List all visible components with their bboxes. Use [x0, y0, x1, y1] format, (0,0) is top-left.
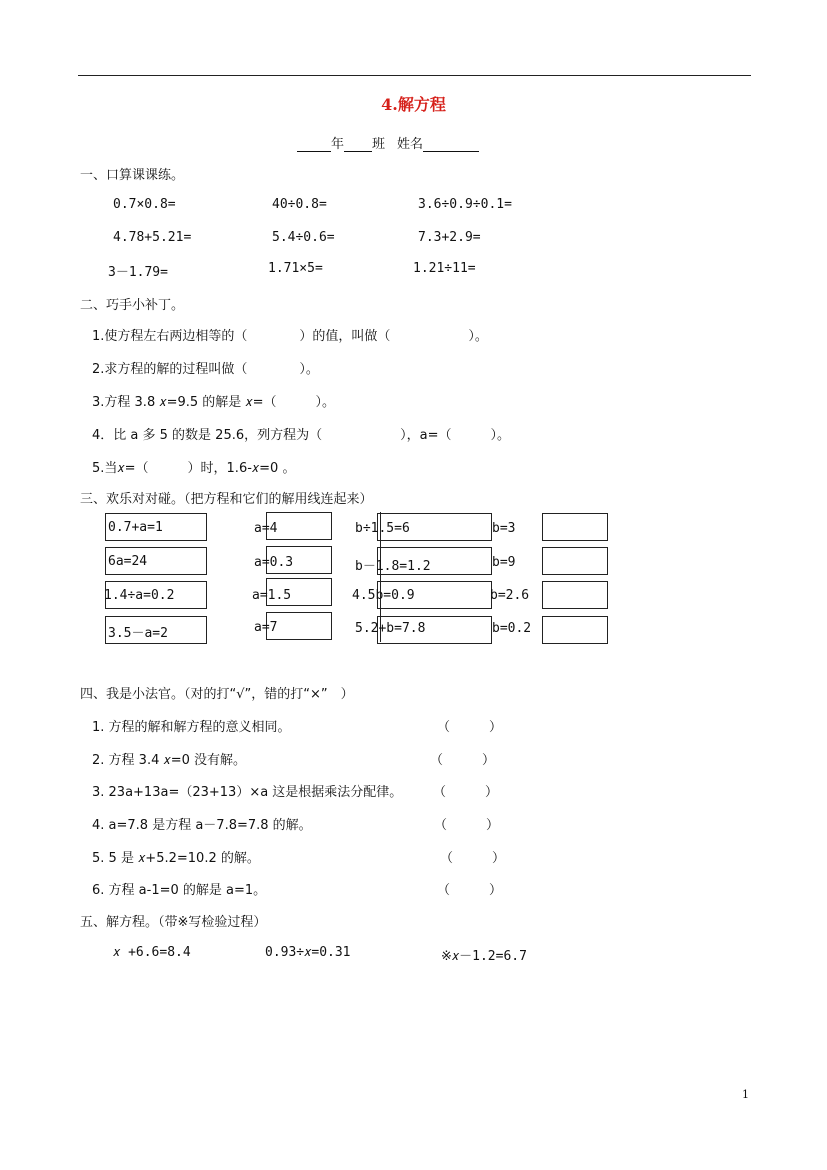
equation-right: b÷1.5=6	[355, 521, 410, 536]
answer-paren[interactable]: （ ）	[440, 851, 506, 866]
info-line	[297, 133, 479, 152]
solution-right: b=0.2	[492, 621, 532, 636]
fill-item: 5.当𝑥=（ ）时，1.6-𝑥=0 。	[92, 461, 296, 476]
name-label: 姓名	[397, 137, 424, 152]
year-blank[interactable]	[297, 139, 331, 152]
fill-item: 1.使方程左右两边相等的（ ）的值，叫做（ ）。	[92, 329, 488, 344]
solution-right: b=3	[492, 521, 516, 536]
oral-item: 5.4÷0.6=	[272, 230, 335, 245]
oral-item: 40÷0.8=	[272, 197, 327, 212]
equation-left: 6a=24	[108, 554, 148, 569]
section-2-heading: 二、巧手小补丁。	[80, 298, 185, 313]
oral-item: 3.6÷0.9÷0.1=	[418, 197, 512, 212]
solution-box	[542, 513, 608, 541]
solution-left: a=1.5	[252, 588, 292, 603]
solution-left: a=0.3	[254, 555, 294, 570]
solution-box	[542, 581, 608, 609]
equation-left: 3.5－a=2	[108, 626, 168, 641]
oral-item: 3－1.79=	[108, 265, 168, 280]
fill-item: 3.方程 3.8 𝑥=9.5 的解是 𝑥=（ ）。	[92, 395, 336, 410]
equation-left: 0.7+a=1	[108, 520, 163, 535]
class-label: 班	[372, 137, 386, 152]
solution-left: a=4	[254, 521, 278, 536]
answer-paren[interactable]: （ ）	[433, 785, 499, 800]
top-rule	[78, 75, 751, 76]
fill-item: 4．比 a 多 5 的数是 25.6，列方程为（ ），a=（ ）。	[92, 428, 510, 443]
solve-item: 0.93÷𝑥=0.31	[265, 945, 351, 960]
fill-item: 2.求方程的解的过程叫做（ ）。	[92, 362, 319, 377]
judge-item: 5. 5 是 𝑥+5.2=10.2 的解。	[92, 851, 260, 866]
judge-item: 2. 方程 3.4 𝑥=0 没有解。	[92, 753, 247, 768]
section-3-heading: 三、欢乐对对碰。（把方程和它们的解用线连起来）	[80, 492, 373, 507]
answer-paren[interactable]: （ ）	[437, 720, 503, 735]
page-title: 4.解方程	[381, 95, 446, 114]
judge-item: 6. 方程 a-1=0 的解是 a=1。	[92, 883, 267, 898]
equation-right: b－1.8=1.2	[355, 559, 431, 574]
section-4-heading: 四、我是小法官。（对的打“√”，错的打“×” ）	[80, 687, 354, 702]
equation-left: 1.4÷a=0.2	[104, 588, 175, 603]
oral-item: 7.3+2.9=	[418, 230, 481, 245]
judge-item: 1. 方程的解和解方程的意义相同。	[92, 720, 291, 735]
judge-item: 3. 23a+13a=（23+13）×a 这是根据乘法分配律。	[92, 785, 403, 800]
class-blank[interactable]	[344, 139, 372, 152]
answer-paren[interactable]: （ ）	[437, 883, 503, 898]
equation-right: 4.5b=0.9	[352, 588, 415, 603]
page-number: 1	[742, 1088, 749, 1101]
section-1-heading: 一、口算课课练。	[80, 168, 185, 183]
solve-item: 𝑥 +6.6=8.4	[113, 945, 191, 960]
solution-box	[542, 547, 608, 575]
equation-right: 5.2+b=7.8	[355, 621, 426, 636]
oral-item: 1.21÷11=	[413, 261, 476, 276]
solution-right: b=9	[492, 555, 516, 570]
solution-left: a=7	[254, 620, 278, 635]
solution-right: b=2.6	[490, 588, 530, 603]
oral-item: 1.71×5=	[268, 261, 323, 276]
solve-item: ※𝑥－1.2=6.7	[441, 949, 527, 964]
section-5-heading: 五、解方程。（带※写检验过程）	[80, 915, 267, 930]
oral-item: 4.78+5.21=	[113, 230, 192, 245]
oral-item: 0.7×0.8=	[113, 197, 176, 212]
answer-paren[interactable]: （ ）	[430, 753, 496, 768]
answer-paren[interactable]: （ ）	[434, 818, 500, 833]
name-blank[interactable]	[423, 139, 479, 152]
judge-item: 4. a=7.8 是方程 a－7.8=7.8 的解。	[92, 818, 312, 833]
solution-box	[542, 616, 608, 644]
year-label: 年	[331, 137, 345, 152]
